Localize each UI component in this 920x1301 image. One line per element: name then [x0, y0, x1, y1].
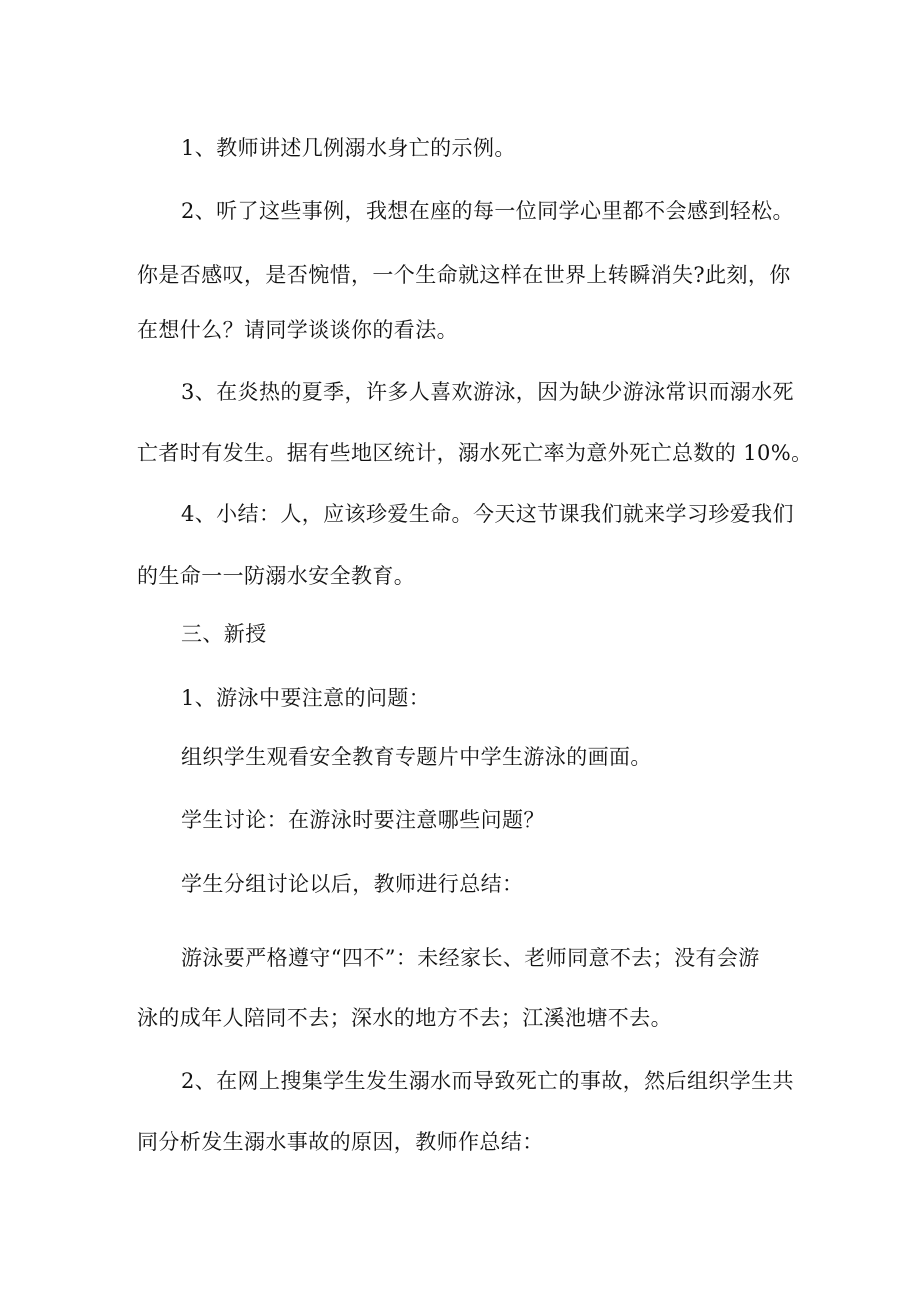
paragraph-2-line-1: 2、听了这些事例，我想在座的每一位同学心里都不会感到轻松。 [181, 199, 794, 223]
paragraph-6-line-1: 组织学生观看安全教育专题片中学生游泳的画面。 [181, 745, 652, 769]
paragraph-9-line-1: 游泳要严格遵守“四不”：未经家长、老师同意不去；没有会游 [181, 946, 760, 970]
paragraph-7-line-1: 学生讨论：在游泳时要注意哪些问题？ [181, 808, 545, 832]
paragraph-8-line-1: 学生分组讨论以后，教师进行总结： [181, 872, 524, 896]
paragraph-4-line-1: 4、小结：人，应该珍爱生命。今天这节课我们就来学习珍爱我们 [181, 502, 794, 526]
paragraph-5-line-1: 1、游泳中要注意的问题： [181, 686, 431, 710]
paragraph-3-line-1: 3、在炎热的夏季，许多人喜欢游泳，因为缺少游泳常识而溺水死 [181, 380, 794, 404]
paragraph-3-line-2: 亡者时有发生。据有些地区统计，溺水死亡率为意外死亡总数的 10%。 [137, 441, 813, 465]
paragraph-10-line-1: 2、在网上搜集学生发生溺水而导致死亡的事故，然后组织学生共 [181, 1069, 794, 1093]
paragraph-2-line-3: 在想什么？请同学谈谈你的看法。 [137, 318, 458, 342]
paragraph-9-line-2: 泳的成年人陪同不去；深水的地方不去；江溪池塘不去。 [137, 1006, 672, 1030]
paragraph-1-line-1: 1、教师讲述几例溺水身亡的示例。 [181, 136, 516, 160]
paragraph-2-line-2: 你是否感叹，是否惋惜，一个生命就这样在世界上转瞬消失?此刻，你 [137, 263, 791, 287]
paragraph-10-line-2: 同分析发生溺水事故的原因，教师作总结： [137, 1130, 544, 1154]
section-heading-new-lesson: 三、新授 [181, 622, 267, 646]
paragraph-4-line-2: 的生命一一防溺水安全教育。 [137, 564, 416, 588]
